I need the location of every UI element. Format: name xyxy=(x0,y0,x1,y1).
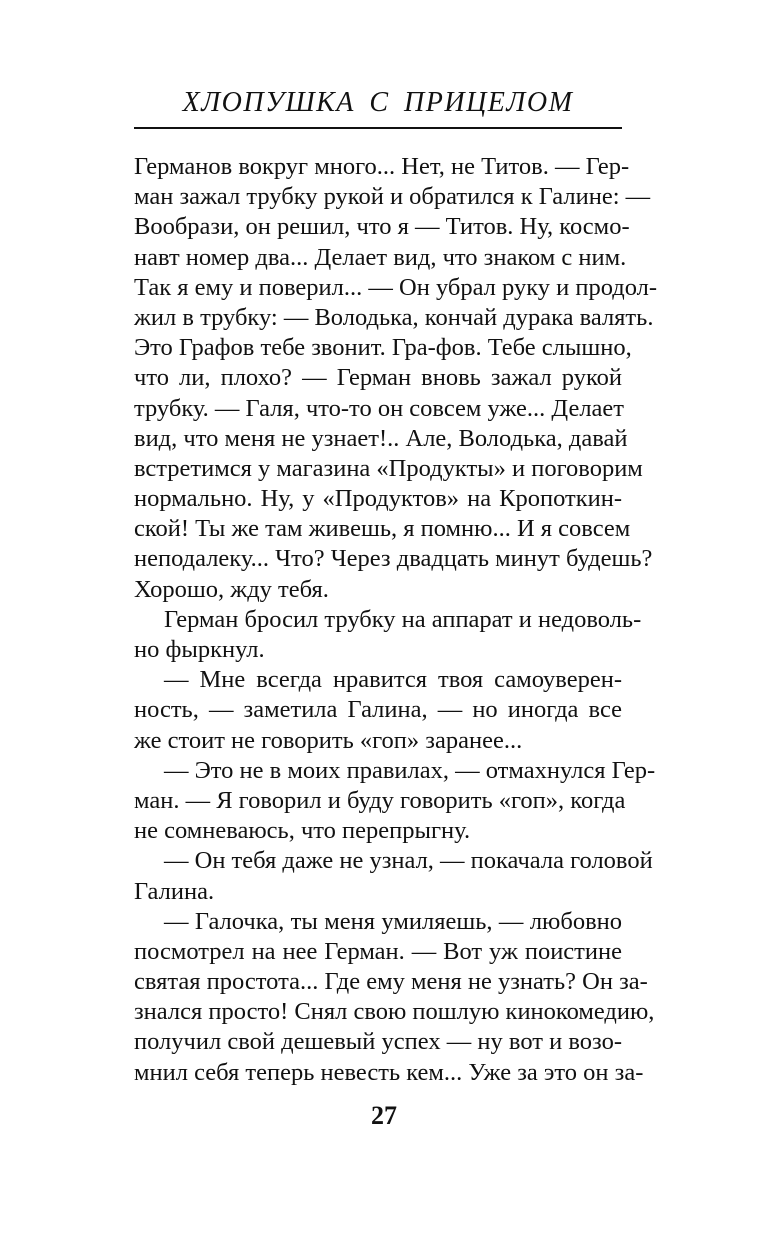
text-line: вид, что меня не узнает!.. Але, Володька, давай xyxy=(134,424,628,452)
text-line: — Он тебя даже не узнал, — покачала головой xyxy=(164,847,653,875)
text-line: жил в трубку: — Володька, кончай дурака валять. xyxy=(134,303,654,331)
text-line: получил свой дешевый успех — ну вот и возо- xyxy=(134,1028,622,1056)
text-line: ман. — Я говорил и буду говорить «гоп», когда xyxy=(134,786,626,814)
text-line: мнил себя теперь невесть кем... Уже за это он за- xyxy=(134,1058,644,1086)
text-line: ской! Ты же там живешь, я помню... И я совсем xyxy=(134,515,631,543)
text-line: Хорошо, жду тебя. xyxy=(134,575,329,603)
text-line: ман зажал трубку рукой и обратился к Галине: — xyxy=(134,183,651,211)
text-line: Герман бросил трубку на аппарат и недоволь- xyxy=(164,605,642,633)
text-line: — Галочка, ты меня умиляешь, — любовно xyxy=(164,907,622,935)
text-line: Так я ему и поверил... — Он убрал руку и продол- xyxy=(134,273,658,301)
text-line: Галина. xyxy=(134,877,215,905)
text-line: посмотрел на нее Герман. — Вот уж поистине xyxy=(134,937,622,965)
text-line: знался просто! Снял свою пошлую кинокомедию, xyxy=(134,998,655,1026)
text-line: Вообрази, он решил, что я — Титов. Ну, космо- xyxy=(134,213,630,241)
text-line: трубку. — Галя, что-то он совсем уже... Делает xyxy=(134,394,624,422)
text-line: встретимся у магазина «Продукты» и поговорим xyxy=(134,454,643,482)
running-head: ХЛОПУШКА С ПРИЦЕЛОМ xyxy=(182,87,574,118)
text-line: неподалеку... Что? Через двадцать минут будешь? xyxy=(134,545,653,573)
text-line: Это Графов тебе звонит. Гра-фов. Тебе слышно, xyxy=(134,334,632,362)
text-line: нормально. Ну, у «Продуктов» на Кропоткин- xyxy=(134,485,622,513)
text-line: — Это не в моих правилах, — отмахнулся Гер- xyxy=(164,756,656,784)
text-line: ность, — заметила Галина, — но иногда все xyxy=(134,696,622,724)
page-number: 27 xyxy=(371,1101,397,1130)
text-line: же стоит не говорить «гоп» заранее... xyxy=(134,726,523,754)
text-line: что ли, плохо? — Герман вновь зажал рукой xyxy=(134,364,622,392)
text-line: святая простота... Где ему меня не узнать? Он за- xyxy=(134,968,648,996)
text-line: навт номер два... Делает вид, что знаком с ним. xyxy=(134,243,627,271)
text-line: но фыркнул. xyxy=(134,636,265,663)
text-line: не сомневаюсь, что перепрыгну. xyxy=(134,817,471,845)
text-line: — Мне всегда нравится твоя самоуверен- xyxy=(164,666,622,694)
header-rule xyxy=(134,127,622,129)
text-line: Германов вокруг много... Нет, не Титов. — Гер- xyxy=(134,153,630,180)
body-text xyxy=(134,152,658,1088)
